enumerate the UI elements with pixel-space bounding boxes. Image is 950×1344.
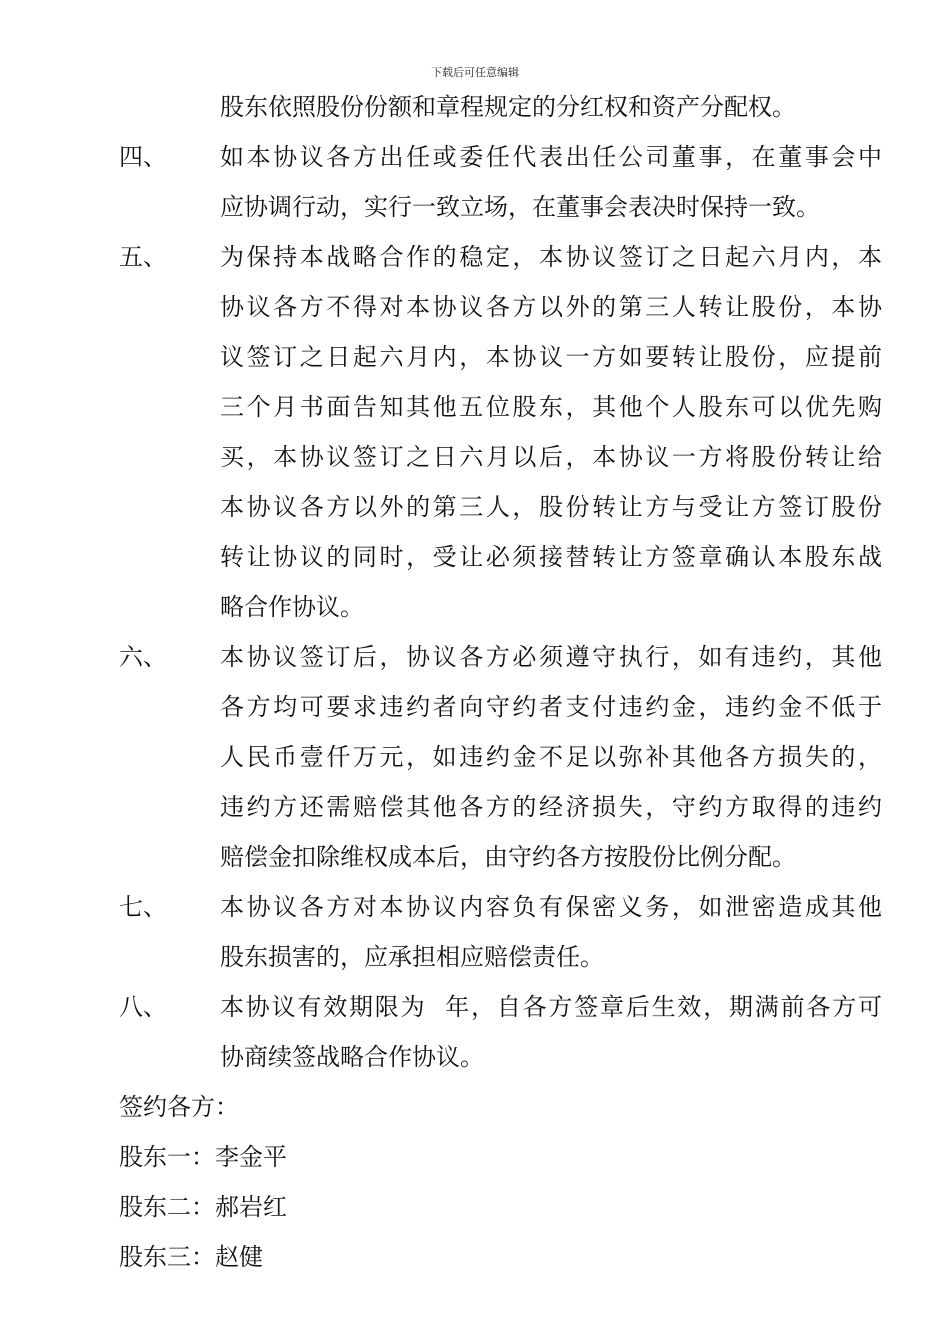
clause-line [0, 432, 950, 482]
clause-line [0, 982, 950, 1032]
clause-text-line: 买，本协议签订之日六月以后，本协议一方将股份转让给 [220, 443, 882, 471]
clause-marker: 六、 [119, 643, 167, 671]
clause-text-line: 股东损害的，应承担相应赔偿责任。 [220, 943, 604, 971]
clause-line [0, 682, 950, 732]
clause-line [0, 382, 950, 432]
clause-text-line: 赔偿金扣除维权成本后，由守约各方按股份比例分配。 [220, 843, 796, 871]
clause-4 [0, 132, 950, 232]
clause-text-line: 为保持本战略合作的稳定，本协议签订之日起六月内，本 [220, 243, 882, 271]
clause-text-line: 本协议各方对本协议内容负有保密义务，如泄密造成其他 [220, 893, 882, 921]
shareholder-1: 股东一：李金平 [119, 1143, 287, 1171]
clause-line [0, 1032, 950, 1082]
shareholder-line [0, 1232, 950, 1282]
signing-section [0, 1082, 950, 1282]
clause-line [0, 332, 950, 382]
clause-text-line: 各方均可要求违约者向守约者支付违约金，违约金不低于 [220, 693, 882, 721]
clause-text-line: 本协议各方以外的第三人，股份转让方与受让方签订股份 [220, 493, 882, 521]
clause-text-line: 股东依照股份份额和章程规定的分红权和资产分配权。 [220, 93, 796, 121]
clause-line [0, 832, 950, 882]
clause-line [0, 782, 950, 832]
clause-line [0, 932, 950, 982]
shareholder-line [0, 1132, 950, 1182]
clause-line [0, 482, 950, 532]
clause-line [0, 182, 950, 232]
clause-3-continuation [0, 82, 950, 132]
clause-text-line: 三个月书面告知其他五位股东，其他个人股东可以优先购 [220, 393, 882, 421]
clause-text-line: 违约方还需赔偿其他各方的经济损失，守约方取得的违约 [220, 793, 882, 821]
shareholder-3: 股东三：赵健 [119, 1243, 263, 1271]
clause-line [0, 882, 950, 932]
clause-line [0, 732, 950, 782]
clause-marker: 五、 [119, 243, 167, 271]
clause-8 [0, 982, 950, 1082]
clause-7 [0, 882, 950, 982]
clause-text-line: 应协调行动，实行一致立场，在董事会表决时保持一致。 [220, 193, 820, 221]
shareholder-line [0, 1182, 950, 1232]
clause-line [0, 582, 950, 632]
clause-marker: 四、 [119, 143, 167, 171]
page-header-note: 下载后可任意编辑 [431, 66, 519, 79]
clause-line [0, 232, 950, 282]
clause-line [0, 532, 950, 582]
clause-text-line: 协商续签战略合作协议。 [220, 1043, 484, 1071]
clause-text-line: 人民币壹仟万元，如违约金不足以弥补其他各方损失的， [220, 743, 882, 771]
clause-marker: 七、 [119, 893, 167, 921]
clause-text-line: 本协议有效期限为 年，自各方签章后生效，期满前各方可 [220, 993, 882, 1021]
clause-text-line: 本协议签订后，协议各方必须遵守执行，如有违约，其他 [220, 643, 882, 671]
clause-marker: 八、 [119, 993, 167, 1021]
shareholder-2: 股东二：郝岩红 [119, 1193, 287, 1221]
agreement-body [0, 82, 950, 1282]
signing-title-line [0, 1082, 950, 1132]
clause-text-line: 议签订之日起六月内，本协议一方如要转让股份，应提前 [220, 343, 882, 371]
signing-title: 签约各方： [119, 1093, 239, 1121]
clause-text-line: 转让协议的同时，受让必须接替转让方签章确认本股东战 [220, 543, 882, 571]
clause-6 [0, 632, 950, 882]
clause-text-line: 协议各方不得对本协议各方以外的第三人转让股份，本协 [220, 293, 882, 321]
clause-5 [0, 232, 950, 632]
clause-text-line: 略合作协议。 [220, 593, 364, 621]
clause-line [0, 282, 950, 332]
clause-line [0, 132, 950, 182]
clause-line [0, 632, 950, 682]
clause-text-line: 如本协议各方出任或委任代表出任公司董事，在董事会中 [220, 143, 882, 171]
